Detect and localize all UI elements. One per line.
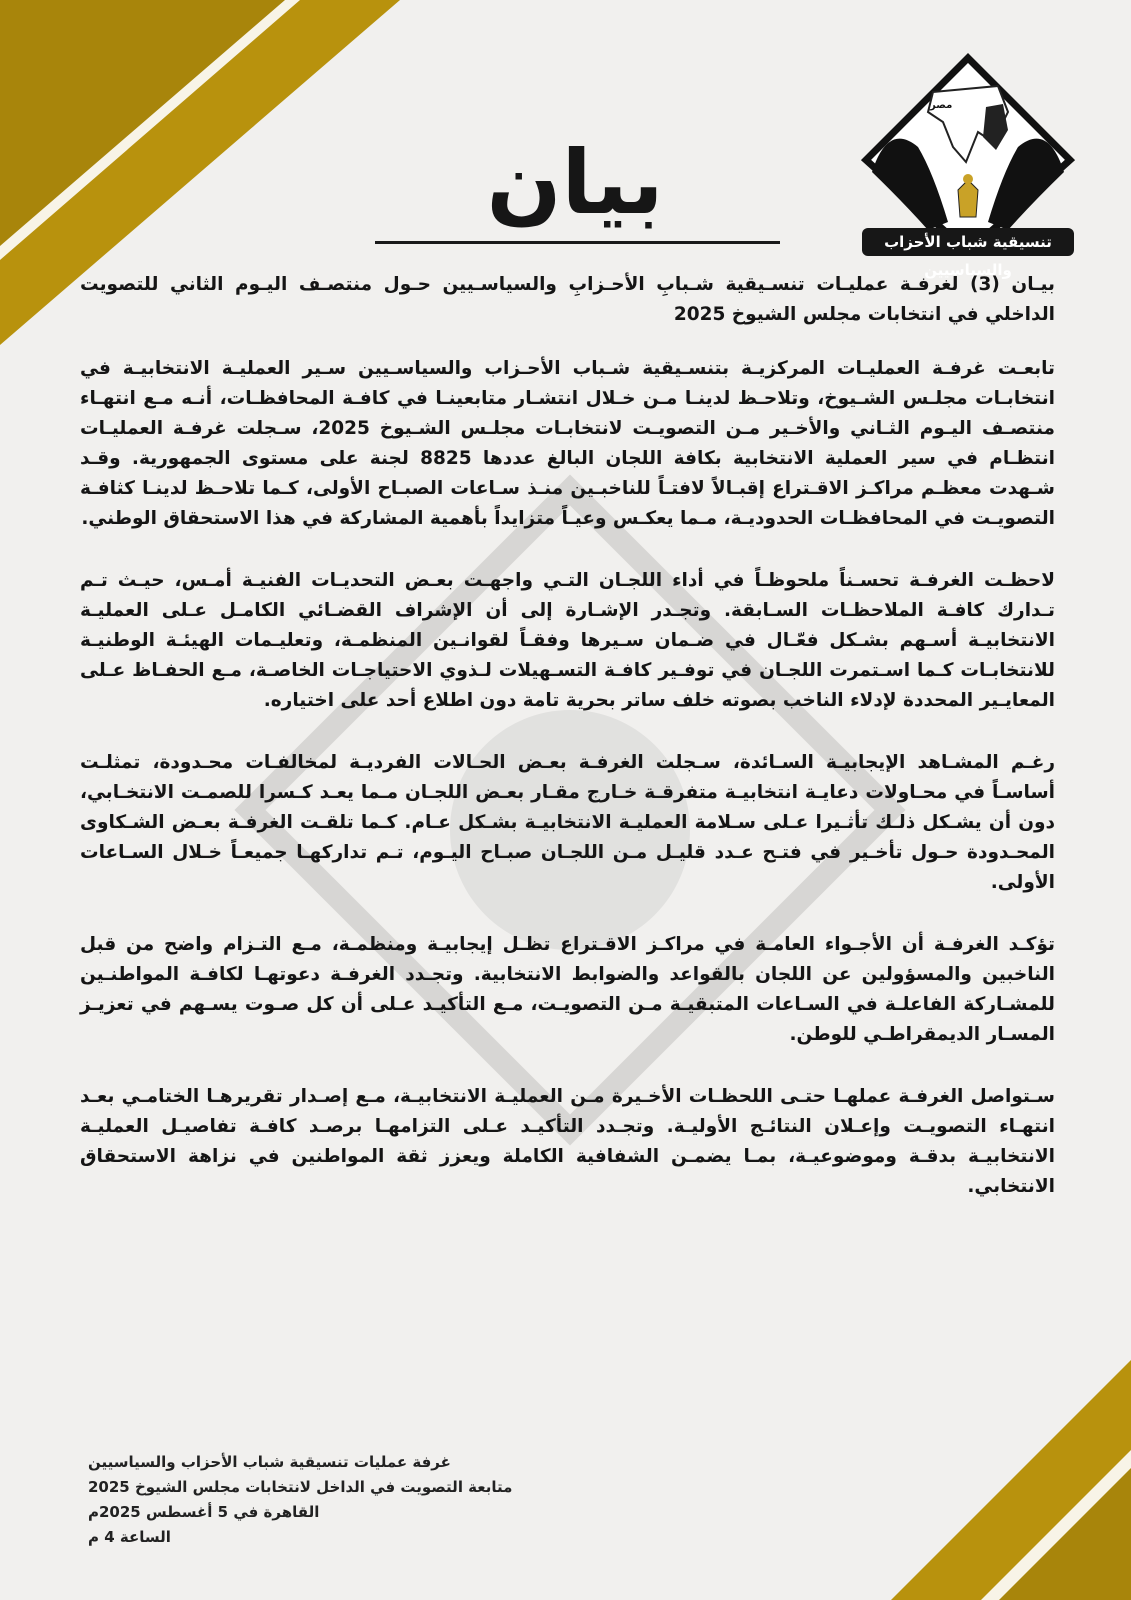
logo-caption: تنسيقية شباب الأحزاب والسياسيين [862,228,1074,256]
footer-organization: غرفة عمليات تنسيقية شباب الأحزاب والسياسيين [88,1453,451,1471]
statement-footer [88,1450,628,1550]
statement-heading: بيـان (3) لغرفـة عمليـات تنسـيقية شـبابِ الأحـزابِ والسياسـيين حـول منتصـف اليـوم الثاني للتصويت الداخلي في انتخابات مجلس الشيوخ 2025 [80,274,1055,325]
page-title: بيان [486,131,664,234]
footer-place-date: القاهرة في 5 أغسطس 2025م [88,1503,320,1521]
statement-body [80,270,1055,1234]
paragraph-5: سـتواصل الغرفـة عملهـا حتـى اللحظـات الأخـيرة مـن العمليـة الانتخابيـة، مـع إصـدار تقريرهـا الختامـي بعـد انتهـاء التصويـت وإعـلان النتائـج الأوليـة. وتجـدد التأكيـد عـلى التزامهـا برصـد كافـة تفاصيـل العمليـة الانتخابيـة بدقـة وموضوعيـة، بمـا يضمـن الشفافية الكاملة ويعزز ثقة المواطنين في نزاهة الاستحقاق الانتخابي. [80,1086,1055,1197]
paragraph-1: تابعـت غرفـة العمليـات المركزيـة بتنسـيقية شـباب الأحـزاب والسياسـيين سـير العمليـة الانتخابيـة في انتخابـات مجلـس الشـيوخ، وتلاحـظ لدينـا مـن خـلال انتشـار متابعينـا في كافـة المحافظـات، أنـه مـع انتهـاء منتصـف اليـوم الثـاني والأخـير مـن التصويـت لانتخابـات مجلـس الشـيوخ 2025، سـجلت غرفـة العمليـات انتظـام في سير العملية الانتخابية بكافة اللجان البالغ عددها 8825 لجنة على مستوى الجمهورية. وقـد شـهدت معظـم مراكـز الاقـتراع إقبـالاً لافتـاً للناخبـين منـذ سـاعات الصبـاح الأولى، كـما تلاحـظ لدينـا كثافـة التصويـت في المحافظـات الحدوديـة، مـما يعكـس وعيـاً متزايداً بأهمية المشاركة في هذا الاستحقاق الوطني. [80,358,1055,529]
paragraph-4: تؤكـد الغرفـة أن الأجـواء العامـة في مراكـز الاقـتراع تظـل إيجابيـة ومنظمـة، مـع التـزام واضح من قبل الناخبين والمسؤولين عن اللجان بالقواعد والضوابط الانتخابية. وتجـدد الغرفـة دعوتهـا لكافـة المواطنـين للمشـاركة الفاعلـة في السـاعات المتبقيـة مـن التصويـت، مـع التأكيـد عـلى أن كل صـوت يسـهم في تعزيـز المسـار الديمقراطـي للوطن. [80,934,1055,1045]
paragraph-3: رغـم المشـاهد الإيجابيـة السـائدة، سـجلت الغرفـة بعـض الحـالات الفرديـة لمخالفـات محـدودة، تمثلـت أساسـاً في محـاولات دعايـة انتخابيـة متفرقـة خـارج مقـار بعـض اللجـان مـما يعـد كـسرا للصمـت الانتخـابي، دون أن يشـكل ذلـك تأثـيرا عـلى سـلامة العمليـة الانتخابيـة بشـكل عـام. كـما تلقـت الغرفـة بعـض الشـكاوى المحـدودة حـول تأخـير في فتـح عـدد قليـل مـن اللجـان صبـاح اليـوم، تـم تداركهـا جميعـاً خـلال السـاعات الأولى. [80,752,1055,893]
paragraph-2: لاحظـت الغرفـة تحسـناً ملحوظـاً في أداء اللجـان التـي واجهـت بعـض التحديـات الفنيـة أمـس، حيـث تـم تـدارك كافـة الملاحظـات السـابقة. وتجـدر الإشـارة إلى أن الإشراف القضـائي الكامـل عـلى العمليـة الانتخابيـة أسـهم بشـكل فعّـال في ضـمان سـيرها وفقـاً لقوانـين المنظمـة، وتعليـمات الهيئـة الوطنيـة للانتخابـات كـما اسـتمرت اللجـان في توفـير كافـة التسـهيلات لـذوي الاحتياجـات الخاصـة، مـع الحفـاظ عـلى المعايـير المحددة لإدلاء الناخب بصوته خلف ساتر بحرية تامة دون اطلاع أحد على اختياره. [80,570,1055,711]
footer-subtitle: متابعة التصويت في الداخل لانتخابات مجلس الشيوخ 2025 [88,1478,513,1496]
logo-map-label: مصر [930,100,953,111]
bottom-right-gold-corner [831,1300,1131,1600]
title-underline [375,241,780,244]
footer-time: الساعة 4 م [88,1528,171,1546]
